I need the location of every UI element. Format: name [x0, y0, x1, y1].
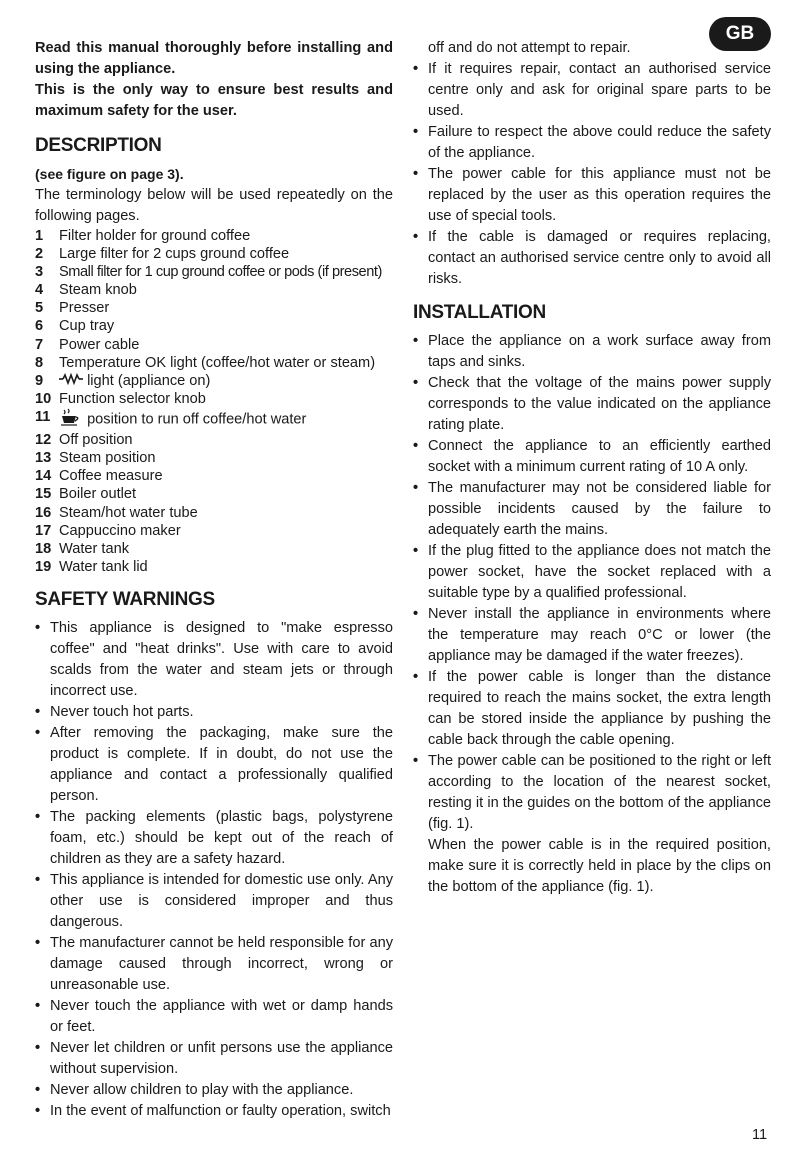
parts-list: [35, 227, 393, 576]
list-item: • This appliance is intended for domestic use only. Any other use is considered improper and thus dangerous.: [35, 870, 393, 933]
item-text: Cup tray: [59, 318, 115, 335]
item-number: 1: [35, 228, 44, 244]
item-number: 14: [35, 468, 52, 485]
list-item: [35, 317, 393, 335]
list-item: • The manufacturer may not be considered liable for possible incidents caused by the failure to adequately earth the mains.: [413, 478, 771, 541]
item-text: Small filter for 1 cup ground coffee or pods (if present): [59, 264, 382, 281]
item-text: Water tank lid: [59, 558, 148, 575]
item-text: This appliance is designed to "make espresso coffee" and "heat drinks". Use with care to avoid scalds from the water and steam jets or through incorrect use.: [50, 619, 393, 699]
intro-best-results: This is the only way to ensure best results and maximum safety for the user.: [35, 82, 393, 119]
list-item: [35, 227, 393, 245]
item-number: 3: [35, 264, 44, 281]
item-text: In the event of malfunction or faulty operation, switch: [50, 1102, 391, 1119]
page-number: 11: [752, 1127, 768, 1143]
item-text: The manufacturer cannot be held responsible for any damage caused through incorrect, wrong or unreasonable use.: [50, 934, 393, 993]
list-item: [35, 558, 393, 576]
item-text: Presser: [59, 300, 110, 317]
list-item: • The packing elements (plastic bags, polystyrene foam, etc.) should be kept out of the reach of children as they are a safety hazard.: [35, 807, 393, 870]
list-item: [35, 281, 393, 299]
item-text: Never touch the appliance with wet or damp hands or feet.: [50, 997, 393, 1035]
list-item: [35, 467, 393, 485]
item-text: Never touch hot parts.: [50, 703, 194, 720]
right-column: [413, 38, 771, 898]
item-text: If the cable is damaged or requires replacing, contact an authorised service centre only to avoid all risks.: [428, 229, 771, 287]
item-text: Failure to respect the above could reduce the safety of the appliance.: [428, 124, 771, 161]
item-text: Large filter for 2 cups ground coffee: [59, 246, 290, 263]
item-number: 9: [35, 372, 44, 389]
item-number: 15: [35, 486, 52, 503]
list-item: • If the power cable is longer than the distance required to reach the mains socket, the extra length can be stored inside the appliance by pushing the cable back through the cable opening.: [413, 667, 771, 751]
list-item: • Check that the voltage of the mains power supply corresponds to the value indicated on the appliance rating plate.: [413, 373, 771, 436]
installation-list: [413, 331, 771, 835]
item-number: 17: [35, 522, 52, 539]
list-item: [35, 485, 393, 503]
safety-heading: SAFETY WARNINGS: [35, 588, 215, 610]
list-item: • Failure to respect the above could reduce the safety of the appliance.: [413, 122, 771, 164]
list-item: [35, 390, 393, 408]
item-number: 6: [35, 318, 44, 335]
list-item: [35, 540, 393, 558]
item-number: 8: [35, 354, 44, 371]
list-item: • Connect the appliance to an efficiently earthed socket with a minimum current rating of 10 A only.: [413, 436, 771, 478]
list-item: • In the event of malfunction or faulty operation, switch: [35, 1101, 393, 1122]
item-text: Never let children or unfit persons use the appliance without supervision.: [50, 1039, 393, 1077]
item-text: If the power cable is longer than the distance required to reach the mains socket, the extra length can be stored inside the appliance by pushing the cable back through the cable opening.: [428, 669, 771, 748]
item-text: Power cable: [59, 336, 140, 353]
list-item: [35, 504, 393, 522]
list-item: [35, 245, 393, 263]
safety-list-continued: [413, 59, 771, 290]
item-text: The power cable can be positioned to the right or left according to the location of the nearest socket, resting it in the guides on the bottom of the appliance (fig. 1).: [428, 753, 771, 832]
item-text: After removing the packaging, make sure the product is complete. If in doubt, do not use the appliance and contact a professionally qualified person.: [50, 724, 393, 804]
item-text: Steam position: [59, 450, 156, 467]
item-number: 7: [35, 336, 44, 353]
item-text: Filter holder for ground coffee: [59, 228, 251, 244]
item-text: If the plug fitted to the appliance does not match the power socket, have the socket replaced with a suitable type by a qualified professional.: [428, 543, 771, 601]
item-text: Place the appliance on a work surface away from taps and sinks.: [428, 333, 771, 370]
item-text: position to run off coffee/hot water: [87, 411, 307, 428]
item-text: This appliance is intended for domestic use only. Any other use is considered improper and thus dangerous.: [50, 871, 393, 930]
item-number: 5: [35, 300, 44, 317]
item-number: 16: [35, 504, 52, 521]
list-item: [35, 408, 393, 431]
item-number: 13: [35, 450, 52, 467]
list-item: • Place the appliance on a work surface away from taps and sinks.: [413, 331, 771, 373]
list-item: • This appliance is designed to "make espresso coffee" and "heat drinks". Use with care to avoid scalds from the water and steam jets or through incorrect use.: [35, 618, 393, 702]
item-text: The power cable for this appliance must not be replaced by the user as this operation requires the use of special tools.: [428, 166, 771, 224]
installation-closing-note: When the power cable is in the required position, make sure it is correctly held in place by the clips on the bottom of the appliance (fig. 1).: [428, 837, 771, 895]
item-number: 19: [35, 558, 52, 575]
item-number: 11: [35, 409, 51, 426]
list-item: • Never install the appliance in environments where the temperature may reach 0°C or lower (the appliance may be damaged if the water freezes).: [413, 604, 771, 667]
item-text: The manufacturer may not be considered liable for possible incidents caused by the failure to adequately earth the mains.: [428, 480, 771, 538]
item-text: The packing elements (plastic bags, polystyrene foam, etc.) should be kept out of the reach of children as they are a safety hazard.: [50, 808, 393, 867]
installation-heading: INSTALLATION: [413, 302, 546, 323]
list-item: • The power cable for this appliance must not be replaced by the user as this operation requires the use of special tools.: [413, 164, 771, 227]
language-badge: GB: [709, 17, 771, 51]
list-item: • If it requires repair, contact an authorised service centre only and ask for original spare parts to be used.: [413, 59, 771, 122]
item-number: 18: [35, 540, 52, 557]
coffee-cup-icon: [59, 408, 83, 431]
item-text: Coffee measure: [59, 468, 163, 485]
list-item: • After removing the packaging, make sure the product is complete. If in doubt, do not use the appliance and contact a professionally qualified person.: [35, 723, 393, 807]
list-item: • The manufacturer cannot be held responsible for any damage caused through incorrect, wrong or unreasonable use.: [35, 933, 393, 996]
left-column: [35, 38, 393, 1122]
item-text: Connect the appliance to an efficiently earthed socket with a minimum current rating of 10 A only.: [428, 438, 771, 475]
list-item: • If the cable is damaged or requires replacing, contact an authorised service centre only to avoid all risks.: [413, 227, 771, 290]
list-item: • Never touch hot parts.: [35, 702, 393, 723]
item-text: Never install the appliance in environments where the temperature may reach 0°C or lower (the appliance may be damaged if the water freezes).: [428, 606, 771, 664]
safety-continuation: off and do not attempt to repair.: [428, 40, 631, 56]
description-figure-note: (see figure on page 3).: [35, 166, 184, 182]
item-text: Steam/hot water tube: [59, 504, 198, 521]
item-text: Water tank: [59, 540, 130, 557]
list-item: • Never touch the appliance with wet or damp hands or feet.: [35, 996, 393, 1038]
item-number: 10: [35, 390, 52, 407]
item-text: Temperature OK light (coffee/hot water or steam): [59, 354, 376, 371]
list-item: [35, 354, 393, 372]
item-text: light (appliance on): [87, 372, 211, 389]
item-text: Never allow children to play with the appliance.: [50, 1081, 354, 1098]
description-intro-text: The terminology below will be used repeatedly on the following pages.: [35, 187, 393, 224]
list-item: [35, 372, 393, 390]
item-text: If it requires repair, contact an authorised service centre only and ask for original spare parts to be used.: [428, 61, 771, 119]
item-number: 12: [35, 432, 52, 449]
item-number: 4: [35, 282, 44, 299]
safety-list: [35, 618, 393, 1122]
list-item: • Never let children or unfit persons use the appliance without supervision.: [35, 1038, 393, 1080]
description-heading: DESCRIPTION: [35, 135, 162, 156]
list-item: • The power cable can be positioned to the right or left according to the location of the nearest socket, resting it in the guides on the bottom of the appliance (fig. 1).: [413, 751, 771, 835]
item-number: 2: [35, 246, 44, 263]
item-text: Steam knob: [59, 282, 137, 299]
item-text: Check that the voltage of the mains power supply corresponds to the value indicated on the appliance rating plate.: [428, 375, 771, 433]
item-text: Off position: [59, 432, 133, 449]
heating-element-icon: [59, 372, 83, 390]
list-item: [35, 263, 393, 281]
intro-read-manual: Read this manual thoroughly before installing and using the appliance.: [35, 40, 393, 77]
list-item: [35, 431, 393, 449]
list-item: [35, 336, 393, 354]
list-item: [35, 449, 393, 467]
list-item: [35, 522, 393, 540]
list-item: [35, 299, 393, 317]
list-item: • If the plug fitted to the appliance does not match the power socket, have the socket replaced with a suitable type by a qualified professional.: [413, 541, 771, 604]
item-text: Boiler outlet: [59, 486, 137, 503]
item-text: Function selector knob: [59, 390, 206, 407]
item-text: Cappuccino maker: [59, 522, 181, 539]
list-item: • Never allow children to play with the appliance.: [35, 1080, 393, 1101]
